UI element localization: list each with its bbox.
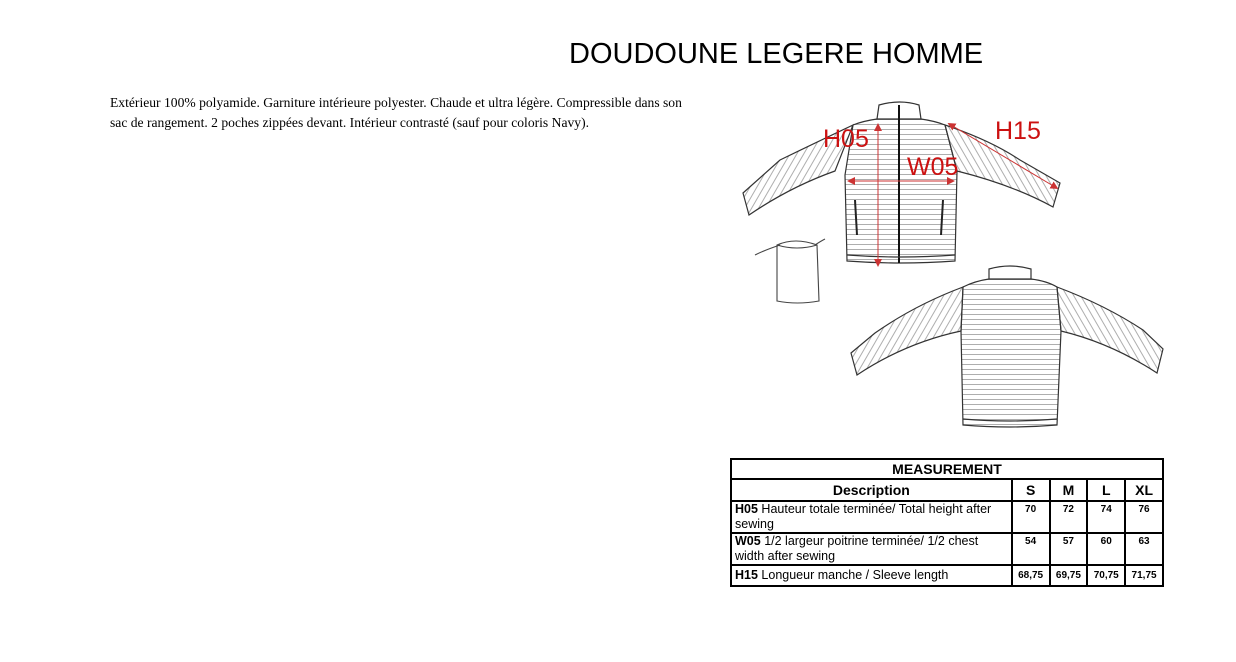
column-header-l: L xyxy=(1087,479,1125,501)
table-row xyxy=(731,533,1163,565)
value-xl: 76 xyxy=(1125,501,1163,533)
row-code: H15 xyxy=(735,568,758,582)
h15-label: H15 xyxy=(995,117,1041,145)
column-header-m: M xyxy=(1050,479,1088,501)
w05-label: W05 xyxy=(907,153,959,181)
row-code: H05 xyxy=(735,502,758,516)
row-text: Hauteur totale terminée/ Total height after sewing xyxy=(735,502,992,531)
column-header-xl: XL xyxy=(1125,479,1163,501)
value-s: 68,75 xyxy=(1012,565,1050,586)
table-caption: MEASUREMENT xyxy=(731,459,1163,479)
value-l: 74 xyxy=(1087,501,1125,533)
value-l: 70,75 xyxy=(1087,565,1125,586)
product-description: Extérieur 100% polyamide. Garniture intérieure polyester. Chaude et ultra légère. Compressible dans son sac de rangement. 2 poches zippées devant. Intérieur contrasté (sauf pour coloris Navy). xyxy=(110,95,682,130)
value-l: 60 xyxy=(1087,533,1125,565)
row-text: 1/2 largeur poitrine terminée/ 1/2 chest width after sewing xyxy=(735,534,979,563)
row-description xyxy=(731,565,1012,586)
value-s: 54 xyxy=(1012,533,1050,565)
row-code: W05 xyxy=(735,534,761,548)
value-xl: 63 xyxy=(1125,533,1163,565)
column-header-s: S xyxy=(1012,479,1050,501)
row-description xyxy=(731,501,1012,533)
h05-label: H05 xyxy=(823,125,869,153)
row-text: Longueur manche / Sleeve length xyxy=(761,568,949,582)
back-jacket xyxy=(851,266,1163,427)
value-s: 70 xyxy=(1012,501,1050,533)
stuff-bag xyxy=(755,239,825,303)
value-m: 72 xyxy=(1050,501,1088,533)
table-row xyxy=(731,565,1163,586)
value-m: 57 xyxy=(1050,533,1088,565)
column-header-description: Description xyxy=(731,479,1012,501)
measurement-table xyxy=(730,458,1164,587)
row-description xyxy=(731,533,1012,565)
product-title: DOUDOUNE LEGERE HOMME xyxy=(569,38,984,70)
table-row xyxy=(731,501,1163,533)
value-m: 69,75 xyxy=(1050,565,1088,586)
jacket-illustration xyxy=(735,95,1175,440)
value-xl: 71,75 xyxy=(1125,565,1163,586)
jacket-technical-drawing xyxy=(735,95,1175,440)
